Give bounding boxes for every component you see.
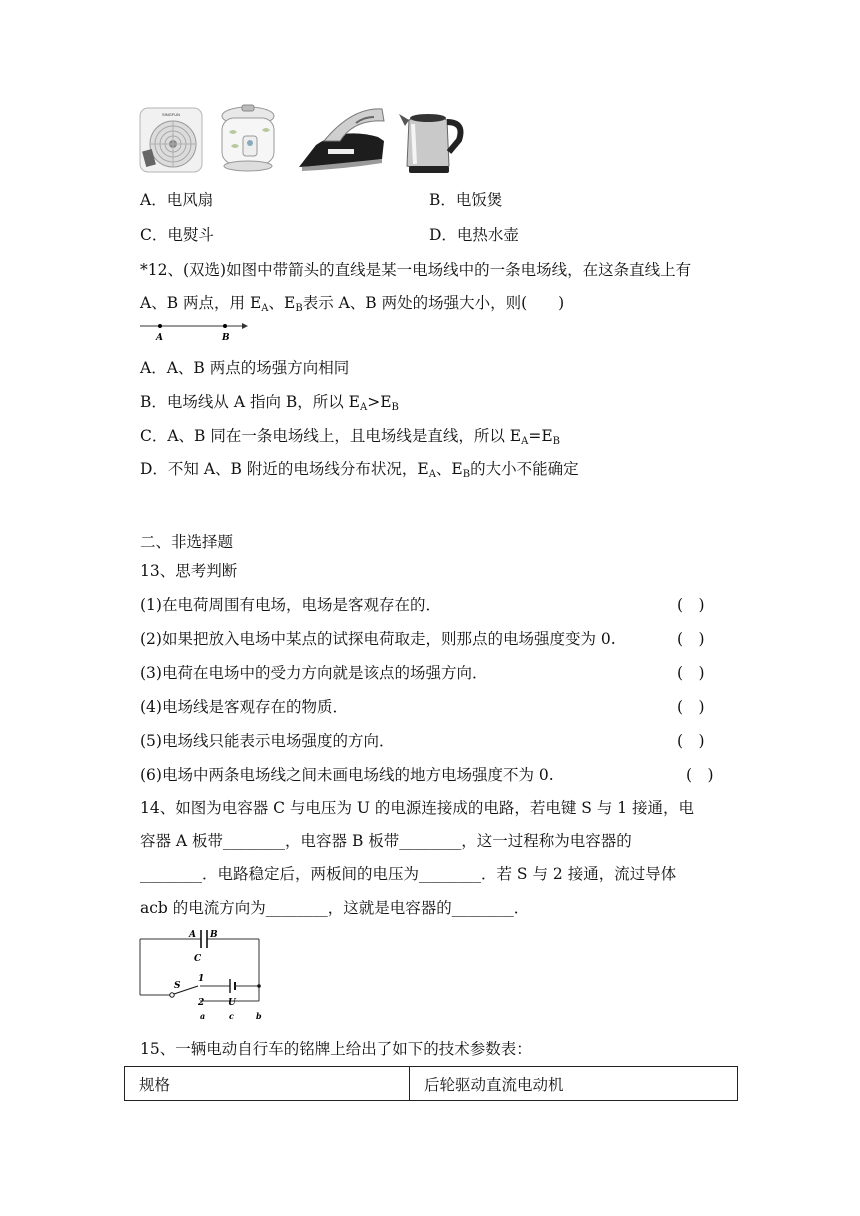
point-b	[223, 324, 227, 328]
q15-stem: 15、一辆电动自行车的铭牌上给出了如下的技术参数表：	[140, 1040, 532, 1058]
section-title: 二、非选择题	[140, 533, 234, 551]
q13-item-1: (1)在电荷周围有电场，电场是客观存在的．	[140, 596, 441, 614]
q12-stem-line1: *12、(双选)如图中带箭头的直线是某一电场线中的一条电场线，在这条直线上有	[140, 261, 692, 279]
q12-option-b: B．电场线从 A 指向 B，所以 $E_A>E_B$	[140, 393, 399, 413]
q13-item-3: (3)电荷在电场中的受力方向就是该点的场强方向．	[140, 664, 488, 682]
q13-bracket-6: ( )	[686, 766, 714, 784]
field-line-figure	[138, 318, 250, 346]
q12-option-a: A．A、B 两点的场强方向相同	[140, 359, 350, 377]
svg-text:U: U	[228, 998, 236, 1008]
q11-option-b: B．电饭煲	[429, 191, 503, 209]
q11-option-a: A．电风扇	[140, 191, 214, 209]
table-cell: 规格	[125, 1067, 410, 1101]
q13-item-5: (5)电场线只能表示电场强度的方向．	[140, 732, 395, 750]
q13-item-4: (4)电场线是客观存在的物质．	[140, 698, 348, 716]
q11-option-d: D．电热水壶	[429, 226, 519, 244]
table-cell: 后轮驱动直流电动机	[410, 1067, 738, 1101]
capacitor-circuit-figure	[136, 925, 266, 1029]
switch-pivot	[170, 993, 174, 997]
q13-item-2: (2)如果把放入电场中某点的试探电荷取走，则那点的电场强度变为 0.	[140, 630, 616, 648]
svg-text:A: A	[189, 930, 196, 940]
node-b	[257, 984, 261, 988]
q13-bracket-3: ( )	[677, 664, 705, 682]
svg-text:C: C	[194, 954, 202, 964]
svg-text:a: a	[200, 1011, 206, 1021]
svg-text:A: A	[156, 333, 163, 342]
spec-table	[124, 1066, 738, 1101]
arrow-icon	[242, 323, 248, 329]
q13-bracket-1: ( )	[677, 596, 705, 614]
svg-text:2: 2	[198, 998, 205, 1008]
q12-stem-line2: A、B 两点，用 $E_A$、$E_B$表示 A、B 两处的场强大小，则( )	[140, 294, 565, 314]
q11-option-c: C．电熨斗	[140, 226, 214, 244]
svg-text:SINGFUN: SINGFUN	[162, 112, 180, 117]
q14-line3: ________．电路稳定后，两板间的电压为________．若 S 与 2 接通，流过导体	[140, 865, 677, 883]
rice-cooker-image	[213, 102, 283, 178]
q12-option-c: C．A、B 同在一条电场线上，且电场线是直线，所以 $E_A=E_B$	[140, 427, 561, 447]
electric-kettle-image	[399, 106, 465, 180]
q13-bracket-4: ( )	[677, 698, 705, 716]
q13-item-6: (6)电场中两条电场线之间未画电场线的地方电场强度不为 0.	[140, 766, 554, 784]
svg-text:b: b	[256, 1011, 262, 1021]
svg-text:B: B	[222, 333, 230, 342]
table-row	[125, 1067, 738, 1101]
q13-bracket-5: ( )	[677, 732, 705, 750]
svg-text:c: c	[229, 1011, 234, 1021]
q13-bracket-2: ( )	[677, 630, 705, 648]
svg-text:1: 1	[198, 974, 205, 984]
point-a	[158, 324, 162, 328]
q13-title: 13、思考判断	[140, 562, 238, 580]
q14-line2: 容器 A 板带________，电容器 B 板带________，这一过程称为电容器的	[140, 832, 632, 850]
electric-fan-image	[138, 106, 204, 178]
steam-iron-image	[294, 101, 390, 179]
q12-option-d: D．不知 A、B 附近的电场线分布状况，$E_A$、$E_B$的大小不能确定	[140, 460, 579, 480]
svg-text:B: B	[210, 930, 218, 940]
svg-text:S: S	[174, 981, 181, 991]
q14-line4: acb 的电流方向为________，这就是电容器的________．	[140, 899, 530, 917]
q14-line1: 14、如图为电容器 C 与电压为 U 的电源连接成的电路，若电键 S 与 1 接通，电	[140, 799, 695, 817]
